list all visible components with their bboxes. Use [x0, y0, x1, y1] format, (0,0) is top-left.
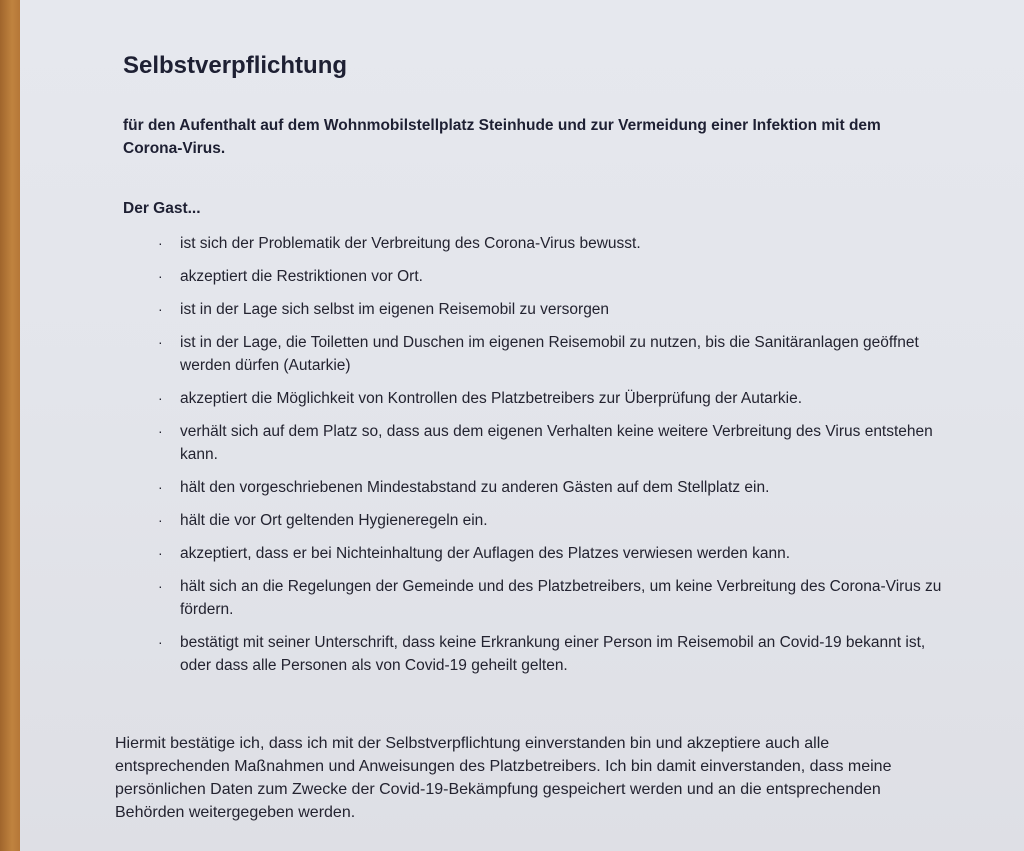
list-item: [150, 631, 950, 677]
bullet-icon: ·: [158, 512, 163, 528]
list-item-text: bestätigt mit seiner Unterschrift, dass keine Erkrankung einer Person im Reisemobil an Covid-19 bekannt ist, oder dass alle Personen als von Covid-19 geheilt gelten.: [180, 634, 926, 674]
closing-statement: Hiermit bestätige ich, dass ich mit der Selbstverpflichtung einverstanden bin und akzeptiere auch alle entsprechenden Maßnahmen und Anweisungen des Platzbetreibers. Ich bin damit einverstanden, dass meine persönlichen Daten zum Zwecke der Covid-19-Bekämpfung gespeichert werden und an die entsprechenden Behörden weitergegeben werden.: [115, 735, 892, 821]
list-item: [150, 509, 950, 532]
bullet-icon: ·: [158, 634, 163, 650]
bullet-icon: ·: [158, 545, 163, 561]
list-item-text: hält sich an die Regelungen der Gemeinde und des Platzbetreibers, um keine Verbreitung des Corona-Virus zu fördern.: [180, 578, 942, 618]
list-item: [150, 476, 950, 499]
list-item-text: hält die vor Ort geltenden Hygieneregeln ein.: [180, 512, 488, 529]
list-item: [150, 331, 950, 377]
bullet-icon: ·: [158, 235, 163, 251]
obligations-list: [150, 232, 950, 687]
document-title: Selbstverpflichtung: [123, 52, 348, 79]
list-item: [150, 232, 950, 255]
list-item-text: ist in der Lage sich selbst im eigenen Reisemobil zu versorgen: [180, 301, 610, 318]
list-item: [150, 387, 950, 410]
list-item-text: akzeptiert, dass er bei Nichteinhaltung der Auflagen des Platzes verwiesen werden kann.: [180, 545, 791, 562]
bullet-icon: ·: [158, 334, 163, 350]
list-item: [150, 265, 950, 288]
list-item-text: ist sich der Problematik der Verbreitung des Corona-Virus bewusst.: [180, 235, 641, 252]
list-item-text: ist in der Lage, die Toiletten und Duschen im eigenen Reisemobil zu nutzen, bis die Sanitäranlagen geöffnet werden dürfen (Autarkie): [180, 334, 919, 374]
bullet-icon: ·: [158, 268, 163, 284]
list-item: [150, 298, 950, 321]
bullet-icon: ·: [158, 390, 163, 406]
list-item-text: hält den vorgeschriebenen Mindestabstand zu anderen Gästen auf dem Stellplatz ein.: [180, 479, 770, 496]
bullet-icon: ·: [158, 301, 163, 317]
bullet-icon: ·: [158, 423, 163, 439]
list-item-text: verhält sich auf dem Platz so, dass aus dem eigenen Verhalten keine weitere Verbreitung des Virus entstehen kann.: [180, 423, 933, 463]
list-item-text: akzeptiert die Möglichkeit von Kontrollen des Platzbetreibers zur Überprüfung der Autarkie.: [180, 390, 803, 407]
list-item-text: akzeptiert die Restriktionen vor Ort.: [180, 268, 423, 285]
list-item: [150, 420, 950, 466]
list-lead: Der Gast...: [123, 200, 201, 217]
bullet-icon: ·: [158, 479, 163, 495]
list-item: [150, 542, 950, 565]
paper-sheet: [20, 0, 1024, 851]
wooden-background: [0, 0, 22, 851]
bullet-icon: ·: [158, 578, 163, 594]
list-item: [150, 575, 950, 621]
document-subtitle: für den Aufenthalt auf dem Wohnmobilstellplatz Steinhude und zur Vermeidung einer Infektion mit dem Corona-Virus.: [123, 117, 881, 157]
